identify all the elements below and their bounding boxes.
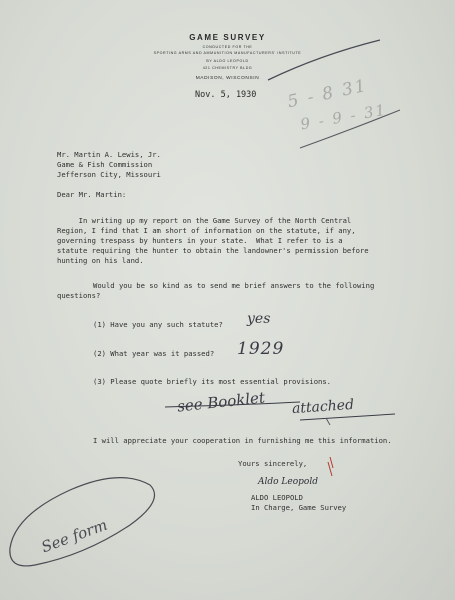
question-1: (1) Have you any such statute? — [93, 320, 223, 329]
letterhead-line: 421 CHEMISTRY BLDG — [202, 66, 253, 70]
letterhead-title: GAME SURVEY — [189, 33, 266, 42]
letter-date: Nov. 5, 1930 — [195, 90, 257, 100]
text-line: governing trespass by hunters in your state. What I refer to is a — [57, 236, 343, 245]
text-line: In writing up my report on the Game Survey of the North Central — [57, 216, 352, 225]
handwritten-answer-3-cont: attached — [291, 396, 355, 418]
paragraph-2-line: Would you be so kind as to send me brief answers to the following — [93, 281, 375, 290]
letterhead-line: SPORTING ARMS AND AMMUNITION MANUFACTURERS' INSTITUTE — [153, 51, 302, 55]
margin-note-loop — [10, 478, 155, 566]
address-line: Jefferson City, Missouri — [57, 170, 161, 179]
text-line: hunting on his land. — [57, 256, 144, 265]
pen-tick-closing — [328, 457, 333, 476]
paragraph-2-line: questions? — [57, 291, 101, 300]
handwritten-answer-3: see Booklet — [176, 388, 266, 416]
paragraph-1 — [57, 216, 369, 266]
recipient-address — [57, 150, 161, 180]
pencil-note: 5 - 8 31 — [285, 75, 370, 113]
appreciation-line: I will appreciate your cooperation in furnishing me this information. — [93, 436, 392, 445]
signer-title: In Charge, Game Survey — [251, 503, 347, 512]
signature: Aldo Leopold — [258, 477, 318, 487]
letterhead-line: BY ALDO LEOPOLD — [206, 59, 249, 63]
handwritten-answer-2: 1929 — [237, 339, 285, 359]
question-3: (3) Please quote briefly its most essential provisions. — [93, 377, 331, 386]
pencil-note: 9 - 9 - 31 — [299, 100, 389, 134]
address-line: Mr. Martin A. Lewis, Jr. — [57, 150, 161, 159]
address-line: Game & Fish Commission — [57, 160, 153, 169]
handwritten-answer-1: yes — [247, 311, 271, 327]
margin-note: See form — [38, 515, 110, 557]
text-line: statute requiring the hunter to obtain the landowner's permission before — [57, 246, 369, 255]
pen-tick-appreciation — [326, 418, 330, 425]
closing: Yours sincerely, — [238, 459, 308, 468]
letterhead-city: MADISON, WISCONSIN — [195, 76, 260, 81]
question-2: (2) What year was it passed? — [93, 349, 215, 358]
salutation: Dear Mr. Martin: — [57, 190, 127, 199]
signer-name: ALDO LEOPOLD — [251, 493, 303, 502]
text-line: Region, I find that I am short of information on the statute, if any, — [57, 226, 356, 235]
letterhead-line: CONDUCTED FOR THE — [202, 45, 253, 49]
